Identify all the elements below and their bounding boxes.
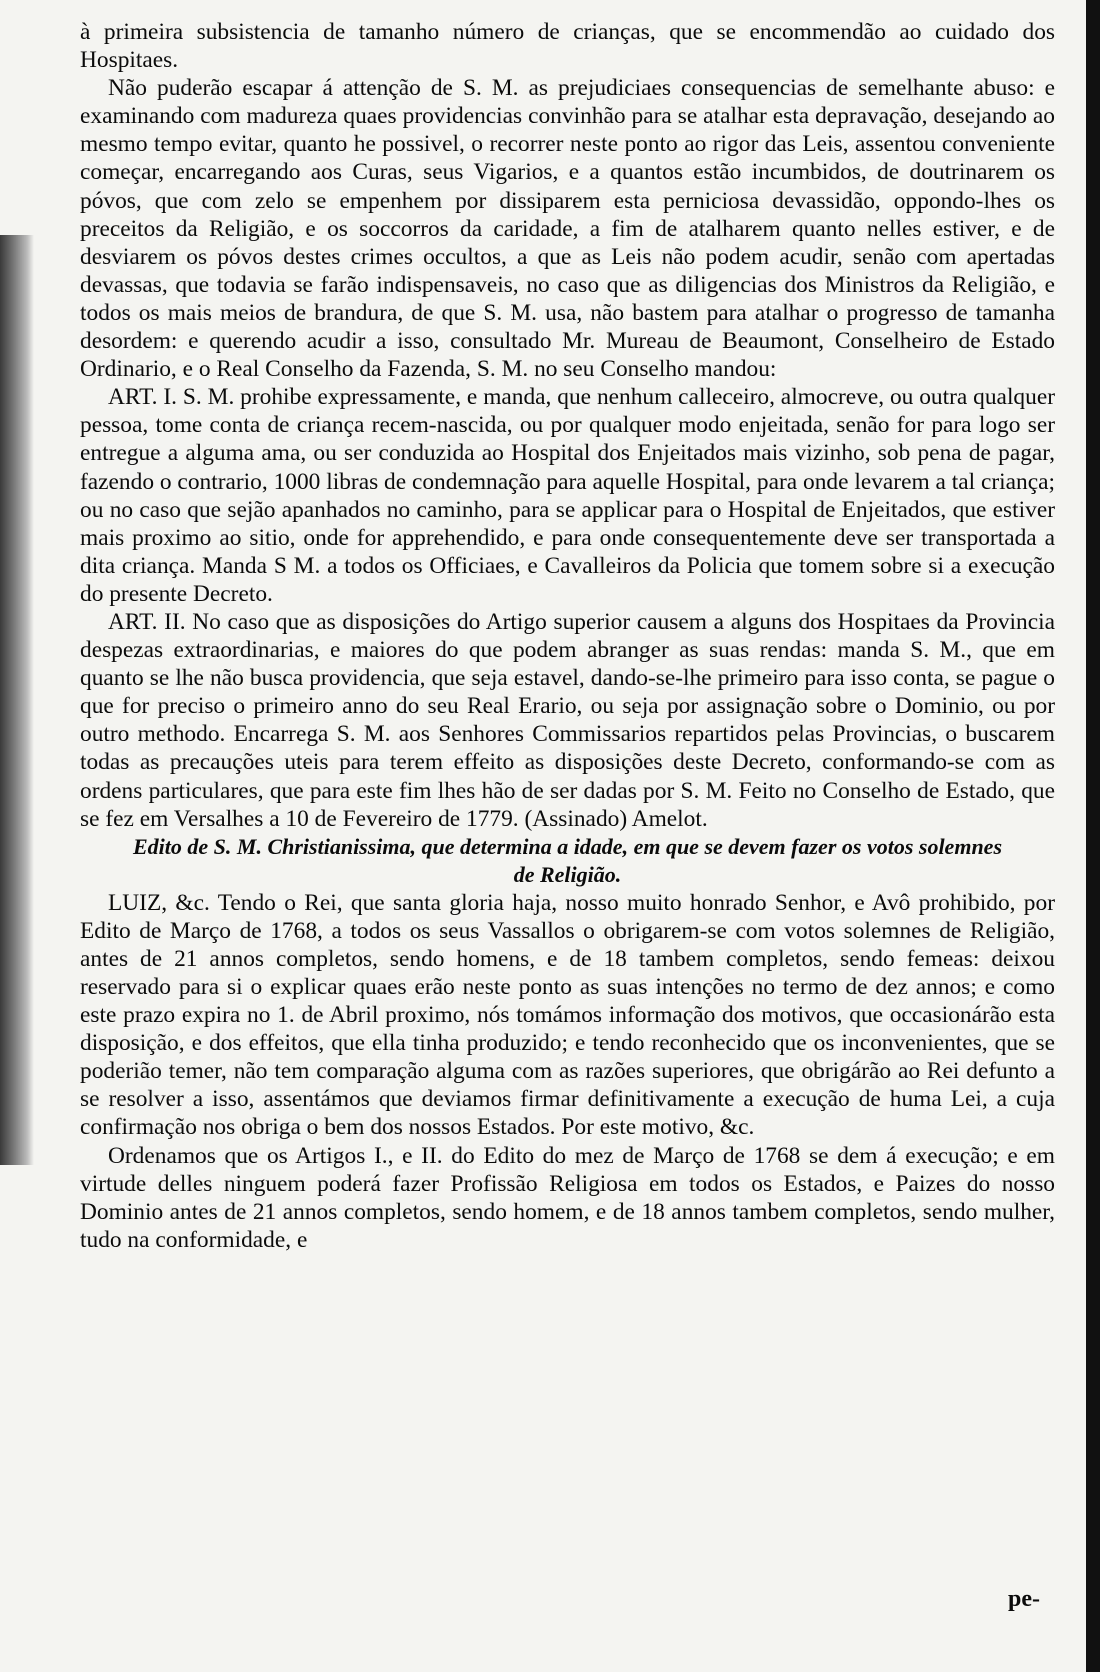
scan-edge bbox=[1086, 0, 1100, 1672]
paragraph-article-2: ART. II. No caso que as disposições do Artigo superior causem a alguns dos Hospitaes da Provincia despezas extraordinarias, e maiores do que podem abranger as suas rendas: manda S. M., que em quanto se lhe não busca providencia, que seja estavel, dando-se-lhe primeiro para isso conta, se pague o que for preciso o primeiro anno do seu Real Erario, ou seja por assignação sobre o Dominio, ou por outro methodo. Encarrega S. M. aos Senhores Commissarios repartidos pelas Provincias, o buscarem todas as precauções uteis para terem effeito as disposições deste Decreto, conformando-se com as ordens particulares, que para este fim lhes hão de ser dadas por S. M. Feito no Conselho de Estado, que se fez em Versalhes a 10 de Fevereiro de 1779. (Assinado) Amelot. bbox=[80, 608, 1055, 832]
paragraph-continuation: à primeira subsistencia de tamanho número de crianças, que se encommendão ao cuidado dos Hospitaes. bbox=[80, 19, 1055, 74]
paragraph-edict-intro: LUIZ, &c. Tendo o Rei, que santa gloria haja, nosso muito honrado Senhor, e Avô prohibido, por Edito de Março de 1768, a todos os seus Vassallos o obrigarem-se com votos solemnes de Religião, antes de 21 annos completos, sendo homens, e de 18 tambem completos, sendo femeas: deixou reservado para si o explicar quaes erão neste ponto as suas intenções no termo de dez annos; e como este prazo expira no 1. de Abril proximo, nós tomámos informação dos motivos, que occasionárão esta disposição, e dos effeitos, que ella tinha produzido; e tendo reconhecido que os inconvenientes, que se poderião temer, não tem comparação alguma com as razões superiores, que obrigárão ao Rei defunto a se resolver a isso, assentámos que deviamos firmar definitivamente a execução de huma Lei, a cuja confirmação nos obriga o bem dos nossos Estados. Por este motivo, &c. bbox=[80, 889, 1055, 1141]
paragraph-edict-order: Ordenamos que os Artigos I., e II. do Edito do mez de Março de 1768 se dem á execução; e em virtude delles ninguem poderá fazer Profissão Religiosa em todos os Estados, e Paizes do nosso Dominio antes de 21 annos completos, sendo homem, e de 18 annos tambem completos, sendo mulher, tudo na conformidade, e bbox=[80, 1142, 1055, 1253]
paragraph-article-1: ART. I. S. M. prohibe expressamente, e manda, que nenhum calleceiro, almocreve, ou outra qualquer pessoa, tome conta de criança recem-nascida, ou por qualquer modo enjeitada, senão for para logo ser entregue a alguma ama, ou ser conduzida ao Hospital dos Enjeitados mais vizinho, sob pena de pagar, fazendo o contrario, 1000 libras de condemnação para aquelle Hospital, para onde levarem a tal criança; ou no caso que sejão apanhados no caminho, para se applicar para o Hospital de Enjeitados, que estiver mais proximo ao sitio, onde for apprehendido, e para onde consequentemente deve ser transportada a dita criança. Manda S M. a todos os Officiaes, e Cavalleiros da Policia que tomem sobre si a execução do presente Decreto. bbox=[80, 384, 1055, 607]
catchword: pe- bbox=[1008, 1586, 1040, 1612]
document-body bbox=[80, 18, 1055, 1254]
binding-shadow bbox=[0, 235, 34, 1165]
edict-heading: Edito de S. M. Christianissima, que determina a idade, em que se devem fazer os votos solemnes de Religião. bbox=[133, 833, 1002, 887]
paragraph-preamble: Não puderão escapar á attenção de S. M. as prejudiciaes consequencias de semelhante abuso: e examinando com madureza quaes providencias convinhão para se atalhar esta depravação, desejando ao mesmo tempo evitar, quanto he possivel, o recorrer neste ponto ao rigor das Leis, assentou conveniente começar, encarregando aos Curas, seus Vigarios, e a quantos estão incumbidos, de doutrinarem os póvos, que com zelo se empenhem por dissiparem esta perniciosa devassidão, oppondo-lhes os preceitos da Religião, e os soccorros da caridade, a fim de atalharem quanto nelles estiver, e de desviarem os póvos destes crimes occultos, a que as Leis não podem acudir, senão com apertadas devassas, que todavia se farão indispensaveis, no caso que as diligencias dos Ministros da Religião, e todos os mais meios de brandura, de que S. M. usa, não bastem para atalhar o progresso de tamanha desordem: e querendo acudir a isso, consultado Mr. Mureau de Beaumont, Conselheiro de Estado Ordinario, e o Real Conselho da Fazenda, S. M. no seu Conselho mandou: bbox=[80, 75, 1055, 383]
